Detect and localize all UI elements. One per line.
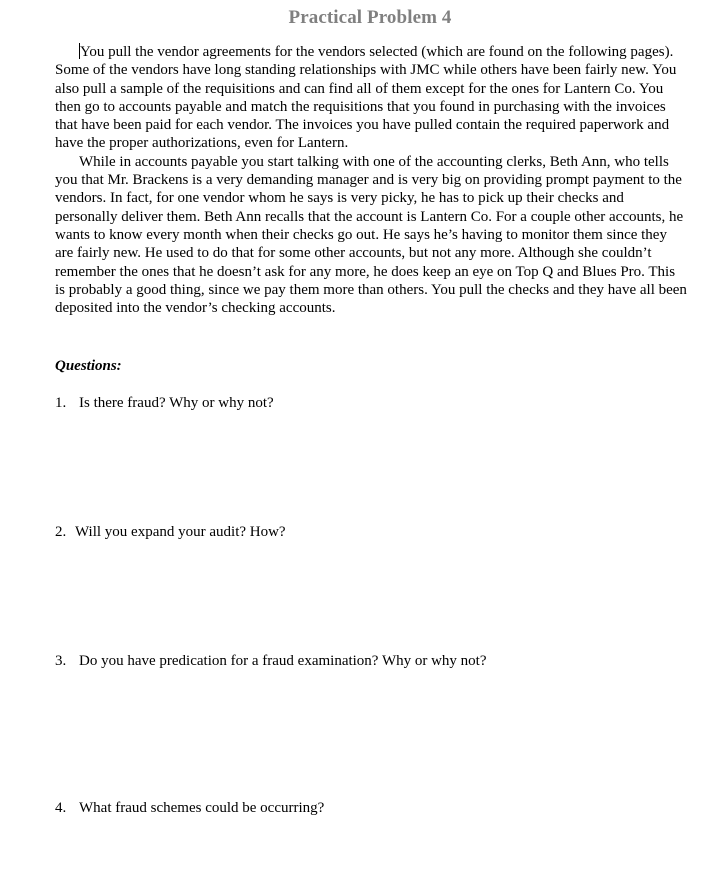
question-2[interactable] [55,524,286,541]
questions-heading: Questions: [55,358,122,374]
question-4[interactable] [55,800,324,817]
question-1[interactable] [55,395,274,412]
question-3-number: 3. [55,653,67,669]
question-1-text: Is there fraud? Why or why not? [79,395,274,411]
paragraph-2-text: While in accounts payable you start talking with one of the accounting clerks, Beth Ann, who tells you that Mr. Brackens is a very demanding manager and is very big on providing prompt payment to the vendors. In fact, for one vendor whom he says is very picky, he has to pick up their checks and personally deliver them. Beth Ann recalls that the account is Lantern Co. For a couple other accounts, he wants to know every month when their checks go out. He says he’s having to monitor them since they are fairly new. He used to do that for some other accounts, but not any more. Although she couldn’t remember the ones that he doesn’t ask for any more, he does keep an eye on Top Q and Blues Pro. This is probably a good thing, since we pay them more than others. You pull the checks and they have all been deposited into the vendor’s checking accounts. [55,153,687,317]
question-3-text: Do you have predication for a fraud examination? Why or why not? [79,653,487,669]
paragraph-1-text: You pull the vendor agreements for the vendors selected (which are found on the following pages). Some of the vendors have long standing relationships with JMC while others have been fairly new. You also pull a sample of the requisitions and can find all of them except for the ones for Lantern Co. You then go to accounts payable and match the requisitions that you found in purchasing with the invoices that have been paid for each vendor. The invoices you have pulled contain the required paperwork and have the proper authorizations, even for Lantern. [55,44,677,152]
document-body[interactable] [55,43,687,317]
paragraph-2[interactable] [55,153,687,318]
question-2-number: 2. [55,524,67,540]
question-2-text: Will you expand your audit? How? [75,524,286,540]
question-4-number: 4. [55,800,67,816]
document-title: Practical Problem 4 [288,7,452,28]
question-4-text: What fraud schemes could be occurring? [79,800,325,816]
question-1-number: 1. [55,395,67,411]
question-3[interactable] [55,653,487,670]
paragraph-1[interactable] [55,43,687,153]
